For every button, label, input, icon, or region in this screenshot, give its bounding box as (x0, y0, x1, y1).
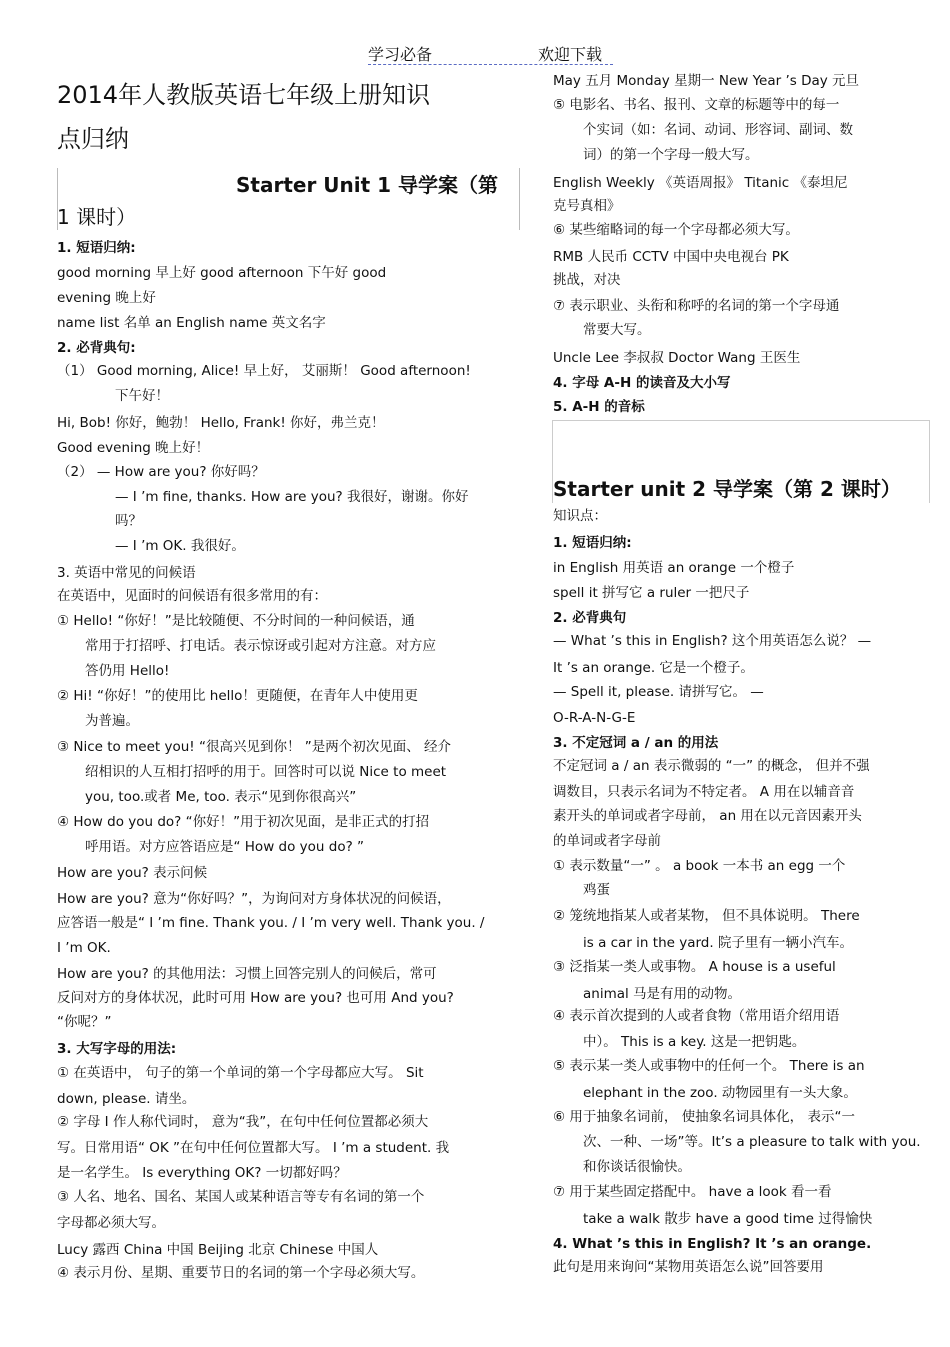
text-line: 1. 短语归纳: (553, 535, 632, 551)
text-line: Hi, Bob! 你好，鲍勃！ Hello, Frank! 你好，弗兰克！ (57, 415, 385, 431)
text-line: 1. 短语归纳: (57, 240, 136, 256)
text-line: 2. 必背典句: (57, 340, 136, 356)
text-line: 绍相识的人互相打招呼的用于。回答时可以说 Nice to meet (85, 764, 447, 780)
text-line: ④ 表示首次提到的人或者食物（常用语介绍用语 (553, 1008, 840, 1024)
text-line: take a walk 散步 have a good time 过得愉快 (583, 1211, 873, 1227)
text-line: name list 名单 an English name 英文名字 (57, 315, 326, 331)
text-line: 和你谈话很愉快。 (583, 1159, 691, 1175)
text-line: 吗？ (115, 513, 142, 529)
section-heading-unit2: Starter unit 2 导学案（第 2 课时） (553, 477, 901, 501)
text-line: is a car in the yard. 院子里有一辆小汽车。 (583, 935, 853, 951)
text-line: ④ 表示月份、星期、重要节日的名词的第一个字母必须大写。 (57, 1265, 425, 1281)
text-line: 知识点： (553, 508, 607, 524)
text-line: May 五月 Monday 星期一 New Year ’s Day 元旦 (553, 73, 860, 89)
text-line: 4. 字母 A-H 的读音及大小写 (553, 375, 731, 391)
text-line: — I ’m fine, thanks. How are you? 我很好，谢谢。你好 (115, 489, 469, 505)
text-line: （2） — How are you? 你好吗？ (57, 464, 265, 480)
text-line: ⑦ 用于某些固定搭配中。 have a look 看一看 (553, 1184, 832, 1200)
text-line: “你呢？” (57, 1014, 112, 1030)
text-line: 克号真相》 (553, 198, 621, 214)
text-line: 是一名学生。 Is everything OK? 一切都好吗？ (57, 1165, 347, 1181)
text-line: 4. What ’s this in English? It ’s an orange. (553, 1236, 872, 1252)
text-line: English Weekly 《英语周报》 Titanic 《泰坦尼 (553, 175, 848, 191)
text-line: ⑤ 表示某一类人或事物中的任何一个。 There is an (553, 1058, 865, 1074)
text-line: — I ’m OK. 我很好。 (115, 538, 245, 554)
text-line: ② Hi! “你好！”的使用比 hello！更随便，在青年人中使用更 (57, 688, 418, 704)
text-line: 呼用语。对方应答语应是“ How do you do? ” (85, 839, 365, 855)
text-line: ③ 人名、地名、国名、某国人或某种语言等专有名词的第一个 (57, 1189, 425, 1205)
text-line: I ’m OK. (57, 940, 111, 956)
text-line: 3. 英语中常见的问候语 (57, 565, 196, 581)
text-line: 字母都必须大写。 (57, 1215, 165, 1231)
text-line: ⑤ 电影名、书名、报刊、文章的标题等中的每一 (553, 97, 840, 113)
section-heading-unit1-cont: 1 课时） (57, 205, 137, 229)
text-line: — What ’s this in English? 这个用英语怎么说？ — (553, 633, 872, 649)
doc-title-line2: 点归纳 (57, 125, 129, 153)
header-right: 欢迎下载 (538, 45, 603, 64)
text-line: 次、一种、一场”等。It’s a pleasure to talk with you. (583, 1134, 921, 1150)
section-border-right (519, 168, 520, 230)
text-line: ④ How do you do? “你好！”用于初次见面，是非正式的打招 (57, 814, 430, 830)
text-line: you, too.或者 Me, too. 表示“见到你很高兴” (85, 789, 357, 805)
text-line: elephant in the zoo. 动物园里有一头大象。 (583, 1085, 857, 1101)
text-line: 挑战，对决 (553, 272, 621, 288)
doc-title-line1: 2014年人教版英语七年级上册知识 (57, 81, 431, 109)
text-line: ② 字母 I 作人称代词时， 意为“我”，在句中任何位置都必须大 (57, 1114, 429, 1130)
text-line: in English 用英语 an orange 一个橙子 (553, 560, 795, 576)
text-line: spell it 拼写它 a ruler 一把尺子 (553, 585, 750, 601)
text-line: Lucy 露西 China 中国 Beijing 北京 Chinese 中国人 (57, 1242, 379, 1258)
text-line: down, please. 请坐。 (57, 1091, 196, 1107)
header-left: 学习必备 (368, 45, 433, 64)
text-line: good morning 早上好 good afternoon 下午好 good (57, 265, 387, 281)
text-line: 素开头的单词或者字母前， an 用在以元音因素开头 (553, 808, 862, 824)
text-line: evening 晚上好 (57, 290, 156, 306)
text-line: ② 笼统地指某人或者某物， 但不具体说明。 There (553, 908, 860, 924)
text-line: （1） Good morning, Alice! 早上好， 艾丽斯！ Good afternoon! (57, 363, 471, 379)
text-line: 为普遍。 (85, 713, 139, 729)
text-line: 中）。 This is a key. 这是一把钥匙。 (583, 1034, 806, 1050)
text-line: ⑥ 用于抽象名词前， 使抽象名词具体化， 表示“一 (553, 1109, 855, 1125)
text-line: How are you? 意为“你好吗？”，为询问对方身体状况的问候语， (57, 891, 451, 907)
text-line: 下午好！ (115, 388, 169, 404)
text-line: 2. 必背典句 (553, 610, 627, 626)
text-line: 反问对方的身体状况，此时可用 How are you? 也可用 And you? (57, 990, 454, 1006)
text-line: 此句是用来询问“某物用英语怎么说”回答要用 (553, 1259, 824, 1275)
section-heading-unit1 (236, 172, 498, 198)
text-line: 常要大写。 (583, 322, 651, 338)
text-line: 常用于打招呼、打电话。表示惊讶或引起对方注意。对方应 (85, 638, 436, 654)
text-line: 写。日常用语“ OK ”在句中任何位置都大写。 I ’m a student. 我 (57, 1140, 450, 1156)
text-line: Good evening 晚上好！ (57, 440, 210, 456)
text-line: ⑥ 某些缩略词的每一个字母都必须大写。 (553, 222, 799, 238)
text-line: 的单词或者字母前 (553, 833, 661, 849)
text-line: ① Hello! “你好！”是比较随便、不分时间的一种问候语，通 (57, 613, 415, 629)
text-line: 调数目，只表示名词为不特定者。 A 用在以辅音音 (553, 784, 855, 800)
text-line: ① 在英语中， 句子的第一个单词的第一个字母都应大写。 Sit (57, 1065, 424, 1081)
text-line: ③ Nice to meet you! “很高兴见到你！ ”是两个初次见面、 经介 (57, 739, 452, 755)
section-heading-unit1-text: Starter Unit 1 导学案（第 (236, 173, 499, 197)
page-header (368, 42, 613, 65)
text-line: 答仍用 Hello! (85, 663, 170, 679)
text-line: 3. 不定冠词 a / an 的用法 (553, 735, 719, 751)
text-line: Uncle Lee 李叔叔 Doctor Wang 王医生 (553, 350, 801, 366)
text-line: RMB 人民币 CCTV 中国中央电视台 PK (553, 249, 789, 265)
text-line: ③ 泛指某一类人或事物。 A house is a useful (553, 959, 836, 975)
text-line: 词）的第一个字母一般大写。 (583, 147, 759, 163)
text-line: How are you? 的其他用法：习惯上回答完别人的问候后，常可 (57, 966, 437, 982)
text-line: How are you? 表示问候 (57, 865, 208, 881)
text-line: O-R-A-N-G-E (553, 710, 636, 726)
text-line: animal 马是有用的动物。 (583, 986, 742, 1002)
text-line: 5. A-H 的音标 (553, 399, 645, 415)
text-line: 在英语中，见面时的问候语有很多常用的有： (57, 588, 327, 604)
text-line: 3. 大写字母的用法: (57, 1041, 177, 1057)
text-line: 鸡蛋 (583, 882, 610, 898)
text-line: ⑦ 表示职业、头衔和称呼的名词的第一个字母通 (553, 298, 840, 314)
text-line: 不定冠词 a / an 表示微弱的 “一” 的概念， 但并不强 (553, 758, 870, 774)
text-line: ① 表示数量“一” 。 a book 一本书 an egg 一个 (553, 858, 846, 874)
text-line: — Spell it, please. 请拼写它。 — (553, 684, 764, 700)
text-line: It ’s an orange. 它是一个橙子。 (553, 660, 754, 676)
text-line: 应答语一般是“ I ’m fine. Thank you. / I ’m very well. Thank you. / (57, 915, 485, 931)
text-line: 个实词（如：名词、动词、形容词、副词、数 (583, 122, 853, 138)
